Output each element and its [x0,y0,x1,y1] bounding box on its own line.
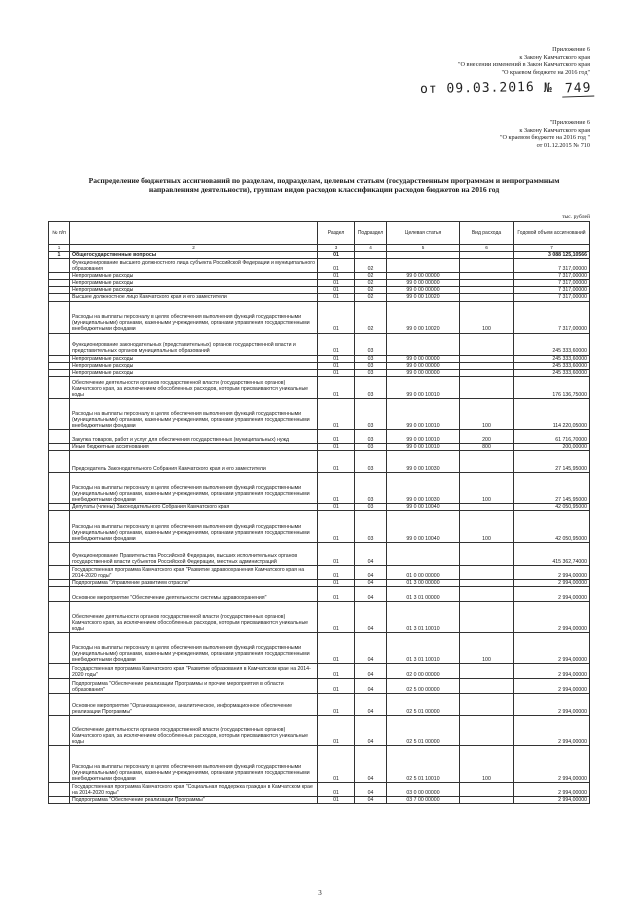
table-row [49,543,590,566]
column-number: 1 [49,245,70,252]
row-amount: 2 994,00000 [514,679,590,694]
table-row [49,369,590,376]
table-row [49,511,590,543]
row-section: 01 [318,633,355,664]
row-number [49,273,70,280]
row-section: 01 [318,287,355,294]
row-subsection: 03 [355,472,387,503]
row-expense-type: 800 [460,443,514,450]
row-target-item: 01 3 01 10010 [387,602,460,633]
row-expense-type [460,664,514,679]
table-row [49,602,590,633]
row-amount: 27 145,95000 [514,450,590,472]
row-subsection: 03 [355,369,387,376]
table-row [49,797,590,804]
row-section: 01 [318,580,355,587]
table-header-row [49,222,590,245]
column-header-section: Раздел [318,222,355,245]
row-amount: 245 333,60000 [514,362,590,369]
table-row [49,398,590,429]
row-amount: 7 317,00000 [514,287,590,294]
header-bottom-line: "Приложение 6 [549,119,590,126]
row-target-item [387,543,460,566]
row-name: Непрограммные расходы [70,362,318,369]
row-section: 01 [318,783,355,797]
row-number [49,633,70,664]
row-number [49,746,70,783]
row-name: Иные бюджетные ассигнования [70,443,318,450]
row-expense-type [460,602,514,633]
row-expense-type [460,252,514,259]
row-number [49,443,70,450]
row-amount: 245 333,60000 [514,333,590,355]
row-section: 01 [318,797,355,804]
row-number [49,511,70,543]
row-name: Общегосударственные вопросы [70,252,318,259]
row-amount: 2 994,00000 [514,566,590,580]
row-name: Обеспечение деятельности органов государственной власти (государственных органов) Камчатского края, за исключением обособленных расходов, которым присваиваются уникальные коды [70,376,318,398]
row-name: Государственная программа Камчатского края "Социальная поддержка граждан в Камчатском крае на 2014-2020 годы" [70,783,318,797]
row-target-item: 01 3 01 00000 [387,587,460,602]
row-section: 01 [318,273,355,280]
row-section: 01 [318,716,355,746]
row-number: 1 [49,252,70,259]
header-top-line: Приложение 6 [552,46,590,53]
row-amount: 2 994,00000 [514,587,590,602]
row-section: 01 [318,664,355,679]
row-number [49,280,70,287]
row-name: Непрограммные расходы [70,280,318,287]
row-subsection: 04 [355,746,387,783]
row-section: 01 [318,398,355,429]
row-expense-type [460,543,514,566]
column-header-number: № п/п [49,222,70,245]
row-section: 01 [318,602,355,633]
column-header-expense-type: Вид расхода [460,222,514,245]
row-amount: 7 317,00000 [514,294,590,301]
row-amount: 7 317,00000 [514,259,590,273]
row-target-item: 03 7 00 00000 [387,797,460,804]
column-number: 6 [460,245,514,252]
header-bottom-line: к Закону Камчатского края [519,126,590,134]
row-name: Основное мероприятие "Организационное, аналитическое, информационное обеспечение реализации Программы" [70,694,318,716]
row-subsection: 04 [355,783,387,797]
row-amount: 61 716,70000 [514,429,590,443]
row-expense-type [460,287,514,294]
page-number: 3 [318,889,322,897]
row-expense-type: 100 [460,472,514,503]
row-expense-type [460,355,514,362]
row-section: 01 [318,472,355,503]
table-row [49,694,590,716]
row-number [49,664,70,679]
header-top-line: к Закону Камчатского края [519,53,590,61]
column-header-target-item: Целевая статья [387,222,460,245]
row-name: Функционирование высшего должностного лица субъекта Российской Федерации и муниципального образования [70,259,318,273]
row-expense-type [460,333,514,355]
table-row [49,472,590,503]
row-target-item: 99 0 00 10010 [387,398,460,429]
row-subsection: 03 [355,443,387,450]
row-subsection: 04 [355,587,387,602]
row-amount: 415 362,74000 [514,543,590,566]
column-number: 7 [514,245,590,252]
row-section: 01 [318,280,355,287]
row-amount: 2 994,00000 [514,580,590,587]
row-subsection: 02 [355,294,387,301]
table-row [49,664,590,679]
row-subsection: 02 [355,273,387,280]
row-section: 01 [318,450,355,472]
row-expense-type: 100 [460,301,514,333]
row-subsection: 03 [355,333,387,355]
row-section: 01 [318,566,355,580]
row-amount: 114 220,05000 [514,398,590,429]
row-subsection: 03 [355,362,387,369]
row-expense-type [460,783,514,797]
stamp-number: 749 [561,80,594,97]
column-number-row [49,245,590,252]
row-name: Непрограммные расходы [70,355,318,362]
row-amount: 176 136,75000 [514,376,590,398]
row-target-item: 99 0 00 10010 [387,376,460,398]
row-subsection: 04 [355,797,387,804]
table-row [49,429,590,443]
table-row [49,362,590,369]
header-bottom-line: "О краевом бюджете на 2016 год " [499,134,590,142]
row-subsection: 02 [355,259,387,273]
row-number [49,398,70,429]
table-row [49,450,590,472]
row-name: Непрограммные расходы [70,287,318,294]
row-target-item: 99 0 00 10020 [387,301,460,333]
row-name: Расходы на выплаты персоналу в целях обеспечения выполнения функций государственными (муниципальными) органами, казенными учреждениями, органами управления государственными внебюджетными фондами [70,746,318,783]
row-target-item: 99 0 00 10040 [387,511,460,543]
row-section: 01 [318,543,355,566]
row-name: Подпрограмма "Обеспечение реализации Программы" [70,797,318,804]
row-amount: 2 994,00000 [514,746,590,783]
stamp-number-sign: № [543,81,553,96]
row-amount: 7 317,00000 [514,301,590,333]
row-subsection: 04 [355,633,387,664]
row-name: Закупка товаров, работ и услуг для обеспечения государственных (муниципальных) нужд [70,429,318,443]
row-amount: 7 317,00000 [514,273,590,280]
row-expense-type: 100 [460,633,514,664]
row-number [49,503,70,510]
column-number: 4 [355,245,387,252]
row-expense-type [460,369,514,376]
row-expense-type [460,716,514,746]
row-subsection: 03 [355,511,387,543]
row-section: 01 [318,362,355,369]
row-name: Государственная программа Камчатского края "Развитие здравоохранения Камчатского края на 2014-2020 годы" [70,566,318,580]
table-row [49,503,590,510]
row-expense-type [460,450,514,472]
row-number [49,333,70,355]
row-target-item: 99 0 00 10030 [387,472,460,503]
row-target-item: 01 3 00 00000 [387,580,460,587]
row-expense-type [460,503,514,510]
row-section: 01 [318,443,355,450]
row-section: 01 [318,301,355,333]
row-target-item: 02 5 01 00000 [387,694,460,716]
handwritten-date-stamp [420,81,594,97]
row-number [49,716,70,746]
table-row [49,280,590,287]
table-row [49,679,590,694]
row-section: 01 [318,587,355,602]
row-number [49,580,70,587]
header-top-line: "О краевом бюджете на 2016 год" [501,68,590,76]
table-row [49,443,590,450]
row-subsection: 04 [355,580,387,587]
row-number [49,287,70,294]
row-target-item [387,259,460,273]
row-name: Непрограммные расходы [70,273,318,280]
row-amount: 2 994,00000 [514,797,590,804]
row-section: 01 [318,333,355,355]
row-section: 01 [318,376,355,398]
row-section: 01 [318,679,355,694]
row-subsection: 04 [355,602,387,633]
row-subsection: 04 [355,694,387,716]
row-name: Подпрограмма "Управление развитием отрасли" [70,580,318,587]
row-expense-type: 100 [460,511,514,543]
row-target-item: 02 5 01 10010 [387,746,460,783]
row-expense-type [460,580,514,587]
table-row [49,355,590,362]
row-target-item: 02 5 00 00000 [387,679,460,694]
row-expense-type [460,694,514,716]
row-expense-type [460,566,514,580]
row-expense-type [460,679,514,694]
row-amount: 2 994,00000 [514,633,590,664]
row-number [49,602,70,633]
row-number [49,679,70,694]
row-subsection: 04 [355,679,387,694]
row-target-item: 99 0 00 00000 [387,280,460,287]
row-number [49,369,70,376]
row-section: 01 [318,503,355,510]
appendix-header-original [500,119,590,149]
header-top-line: "О внесении изменений в Закон Камчатского края [458,61,590,69]
row-section: 01 [318,252,355,259]
row-subsection: 03 [355,355,387,362]
column-number: 2 [70,245,318,252]
row-expense-type [460,362,514,369]
row-expense-type [460,259,514,273]
row-target-item: 99 0 00 00000 [387,362,460,369]
row-target-item [387,252,460,259]
row-expense-type [460,376,514,398]
row-name: Высшее должностное лицо Камчатского края и его заместители [70,294,318,301]
row-amount: 7 317,00000 [514,280,590,287]
row-section: 01 [318,746,355,783]
row-number [49,587,70,602]
row-expense-type [460,273,514,280]
column-header-subsection: Подраздел [355,222,387,245]
row-target-item: 02 0 00 00000 [387,664,460,679]
row-target-item: 01 3 01 10010 [387,633,460,664]
row-subsection: 04 [355,543,387,566]
row-expense-type: 100 [460,746,514,783]
row-name: Основное мероприятие "Обеспечение деятельности системы здравоохранения" [70,587,318,602]
table-row [49,333,590,355]
row-target-item: 99 0 00 00000 [387,355,460,362]
row-target-item: 99 0 00 00000 [387,369,460,376]
row-section: 01 [318,511,355,543]
table-row [49,252,590,259]
row-number [49,429,70,443]
row-name: Непрограммные расходы [70,369,318,376]
row-target-item: 99 0 00 10010 [387,429,460,443]
budget-table [48,221,590,804]
row-target-item: 99 0 00 10010 [387,443,460,450]
row-number [49,294,70,301]
row-expense-type [460,587,514,602]
row-amount: 2 994,00000 [514,694,590,716]
row-amount: 42 050,95000 [514,503,590,510]
row-name: Расходы на выплаты персоналу в целях обеспечения выполнения функций государственными (муниципальными) органами, казенными учреждениями, органами управления государственными внебюджетными фондами [70,301,318,333]
row-number [49,355,70,362]
row-subsection: 03 [355,450,387,472]
header-bottom-line: от 01.12.2015 № 710 [536,141,590,149]
row-amount: 245 333,60000 [514,355,590,362]
row-number [49,566,70,580]
table-row [49,273,590,280]
row-name: Обеспечение деятельности органов государственной власти (государственных органов) Камчатского края, за исключением обособленных расходов, которым присваиваются уникальные коды [70,716,318,746]
row-amount: 42 050,95000 [514,511,590,543]
row-number [49,376,70,398]
row-subsection: 04 [355,664,387,679]
row-expense-type: 100 [460,398,514,429]
stamp-date: от 09.03.2016 [420,79,536,98]
row-amount: 245 333,60000 [514,369,590,376]
table-row [49,783,590,797]
table-row [49,259,590,273]
row-target-item: 03 0 00 00000 [387,783,460,797]
row-number [49,472,70,503]
row-section: 01 [318,355,355,362]
column-header-annual-amount: Годовой объем ассигнований [514,222,590,245]
row-number [49,259,70,273]
row-expense-type [460,280,514,287]
row-amount: 2 994,00000 [514,716,590,746]
row-name: Расходы на выплаты персоналу в целях обеспечения выполнения функций государственными (муниципальными) органами, казенными учреждениями, органами управления государственными внебюджетными фондами [70,472,318,503]
appendix-header-amending [458,46,590,76]
row-name: Государственная программа Камчатского края "Развитие образования в Камчатском крае на 2014-2020 годы" [70,664,318,679]
row-section: 01 [318,694,355,716]
row-expense-type [460,797,514,804]
row-subsection: 02 [355,280,387,287]
row-target-item: 99 0 00 00000 [387,273,460,280]
document-title: Распределение бюджетных ассигнований по разделам, подразделам, целевым статьям (государственным программам и непрограммным направлениям деятельности), группам видов расходов классификации расходов бюджетов на 2016 год [88,176,560,195]
row-number [49,301,70,333]
column-header-name [70,222,318,245]
row-subsection: 02 [355,287,387,294]
column-number: 3 [318,245,355,252]
row-section: 01 [318,259,355,273]
row-subsection: 03 [355,503,387,510]
table-row [49,746,590,783]
row-name: Председатель Законодательного Собрания Камчатского края и его заместители [70,450,318,472]
row-amount: 3 088 125,10566 [514,252,590,259]
row-number [49,797,70,804]
row-amount: 200,00000 [514,443,590,450]
table-row [49,716,590,746]
table-row [49,294,590,301]
row-amount: 2 994,00000 [514,664,590,679]
row-section: 01 [318,369,355,376]
row-name: Расходы на выплаты персоналу в целях обеспечения выполнения функций государственными (муниципальными) органами, казенными учреждениями, органами управления государственными внебюджетными фондами [70,633,318,664]
row-target-item: 99 0 00 10040 [387,503,460,510]
row-target-item: 01 0 00 00000 [387,566,460,580]
row-subsection: 04 [355,566,387,580]
table-row [49,633,590,664]
table-row [49,287,590,294]
row-subsection: 04 [355,716,387,746]
row-target-item: 99 0 00 00000 [387,287,460,294]
table-row [49,566,590,580]
unit-label: тыс. рублей [562,214,590,220]
column-number: 5 [387,245,460,252]
table-row [49,376,590,398]
table-row [49,587,590,602]
row-number [49,543,70,566]
row-expense-type: 200 [460,429,514,443]
row-section: 01 [318,429,355,443]
row-name: Подпрограмма "Обеспечение реализации Программы и прочие мероприятия в области образования" [70,679,318,694]
row-number [49,450,70,472]
row-subsection: 02 [355,301,387,333]
row-subsection: 03 [355,376,387,398]
row-subsection: 03 [355,398,387,429]
row-number [49,783,70,797]
row-amount: 27 145,95000 [514,472,590,503]
row-name: Функционирование законодательных (представительных) органов государственной власти и представительных органов муниципальных образований [70,333,318,355]
row-name: Обеспечение деятельности органов государственной власти (государственных органов) Камчатского края, за исключением обособленных расходов, которым присваиваются уникальные коды [70,602,318,633]
row-section: 01 [318,294,355,301]
row-expense-type [460,294,514,301]
row-subsection: 03 [355,429,387,443]
row-amount: 2 994,00000 [514,783,590,797]
row-target-item: 99 0 00 10020 [387,294,460,301]
row-name: Депутаты (члены) Законодательного Собрания Камчатского края [70,503,318,510]
row-name: Расходы на выплаты персоналу в целях обеспечения выполнения функций государственными (муниципальными) органами, казенными учреждениями, органами управления государственными внебюджетными фондами [70,511,318,543]
row-subsection [355,252,387,259]
row-name: Расходы на выплаты персоналу в целях обеспечения выполнения функций государственными (муниципальными) органами, казенными учреждениями, органами управления государственными внебюджетными фондами [70,398,318,429]
row-target-item: 99 0 00 10030 [387,450,460,472]
row-number [49,362,70,369]
table-row [49,580,590,587]
table-row [49,301,590,333]
row-target-item: 02 5 01 00000 [387,716,460,746]
row-amount: 2 994,00000 [514,602,590,633]
row-name: Функционирование Правительства Российской Федерации, высших исполнительных органов государственной власти субъектов Российской Федерации, местных администраций [70,543,318,566]
row-number [49,694,70,716]
row-target-item [387,333,460,355]
